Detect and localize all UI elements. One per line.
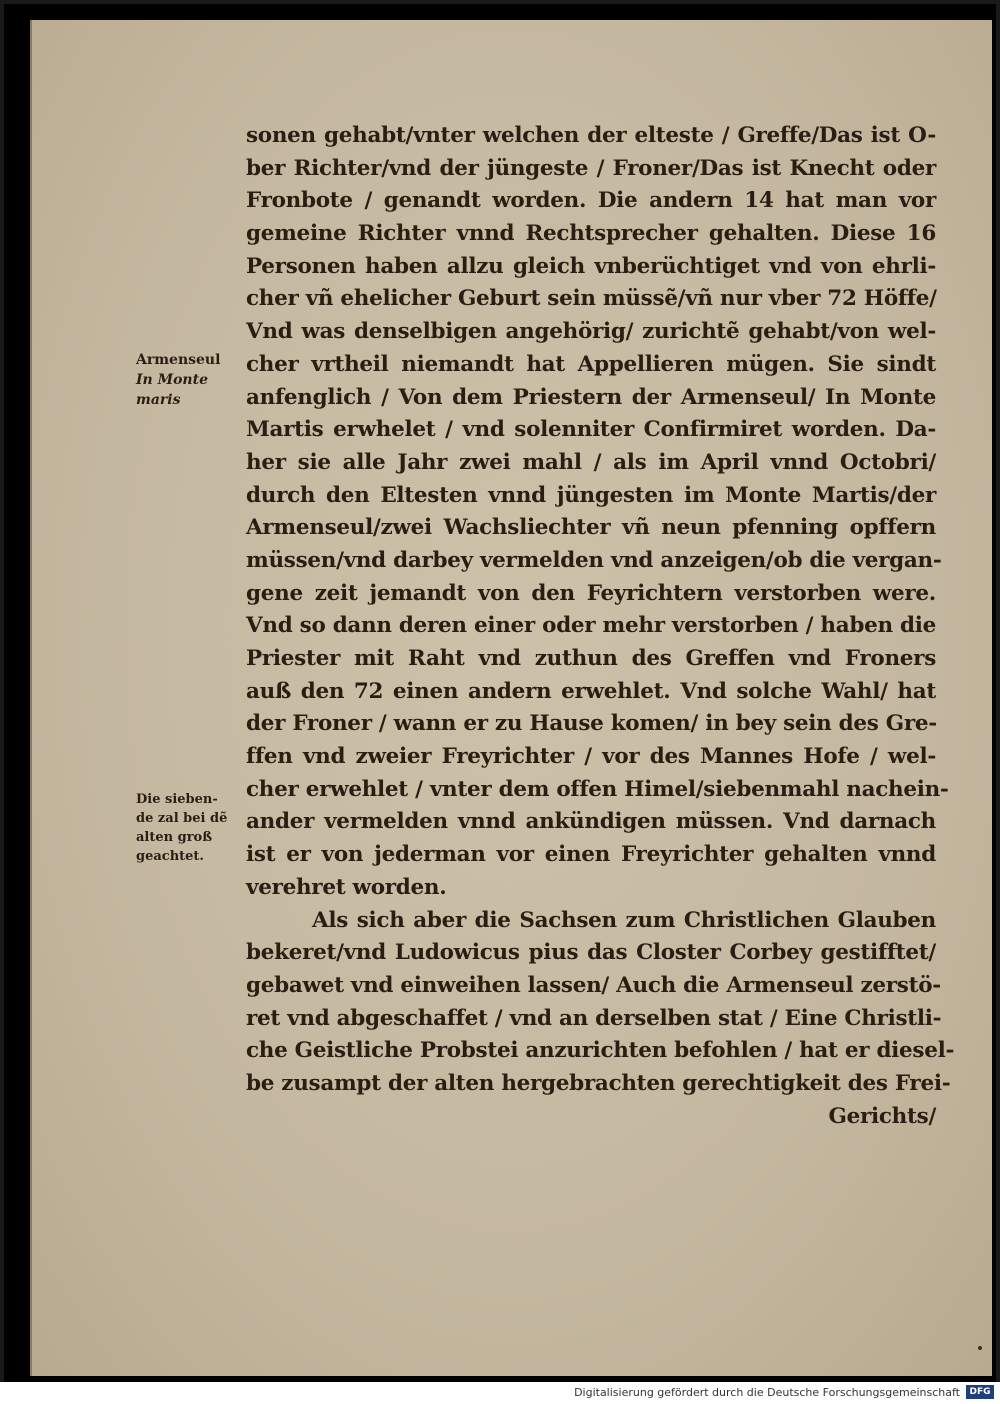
text-line: be zusampt der alten hergebrachten gerechtigkeit des Frei-: [246, 1070, 951, 1096]
footer-credit: Digitalisierung gefördert durch die Deutsche Forschungsgemeinschaft: [574, 1386, 960, 1399]
text-line: Priester mit Raht vnd zuthun des Greffen vnd Froners: [246, 646, 936, 671]
text-line: müssen/vnd darbey vermelden vnd anzeigen/ob die vergan-: [246, 547, 942, 573]
text-line: cher vrtheil niemandt hat Appellieren mügen. Sie sindt: [246, 351, 936, 377]
dfg-logo: DFG: [966, 1385, 994, 1399]
text-line: cher vñ ehelicher Geburt sein müssẽ/vñ nur vber 72 Höffe/: [246, 286, 937, 312]
text-line: Personen haben allzu gleich vnberüchtiget vnd von ehrli-: [246, 253, 936, 279]
margin-note-sieben: [136, 790, 227, 866]
margin-note-line: de zal bei dẽ: [136, 811, 228, 826]
text-line: Als sich aber die Sachsen zum Christlichen Glauben: [312, 907, 936, 933]
text-line: sonen gehabt/vnter welchen der elteste / Greffe/Das ist O-: [246, 123, 936, 148]
margin-note-line: Armenseul: [136, 352, 221, 368]
text-line: ret vnd abgeschaffet / vnd an derselben stat / Eine Christli-: [246, 1005, 942, 1031]
text-line: Fronbote / genandt worden. Die andern 14 hat man vor: [246, 188, 936, 214]
margin-note-line: In Monte: [136, 372, 208, 388]
text-line: Martis erwhelet / vnd solenniter Confirmiret worden. Da-: [246, 417, 936, 443]
text-line: bekeret/vnd Ludowicus pius das Closter Corbey gestifftet/: [246, 940, 936, 966]
text-line: Armenseul/zwei Wachsliechter vñ neun pfenning opffern: [246, 515, 936, 541]
margin-note-line: Die sieben-: [136, 792, 218, 807]
text-line: gebawet vnd einweihen lassen/ Auch die Armenseul zerstö-: [246, 972, 941, 998]
text-line: der Froner / wann er zu Hause komen/ in bey sein des Gre-: [246, 711, 937, 737]
text-line: gene zeit jemandt von den Feyrichtern verstorben were.: [246, 580, 936, 606]
text-line: auß den 72 einen andern erwehlet. Vnd solche Wahl/ hat: [246, 678, 936, 704]
text-line: durch den Eltesten vnnd jüngesten im Monte Martis/der: [246, 482, 936, 508]
text-line: verehret worden.: [246, 874, 447, 900]
text-line: Vnd was denselbigen angehörig/ zurichtẽ gehabt/von wel-: [246, 319, 936, 345]
text-line: ffen vnd zweier Freyrichter / vor des Mannes Hofe / wel-: [246, 744, 936, 770]
catchword: Gerichts/: [828, 1103, 936, 1129]
margin-note-line: alten groß: [136, 830, 213, 845]
body-text: [246, 120, 955, 1133]
text-line: her sie alle Jahr zwei mahl / als im April vnnd Octobri/: [246, 449, 936, 475]
text-line: gemeine Richter vnnd Rechtsprecher gehalten. Diese 16: [246, 221, 936, 247]
page-dot: [978, 1346, 982, 1350]
margin-note-line: geachtet.: [136, 849, 204, 864]
text-line: ander vermelden vnnd ankündigen müssen. Vnd darnach: [246, 809, 936, 835]
text-line: ber Richter/vnd der jüngeste / Froner/Das ist Knecht oder: [246, 155, 936, 181]
margin-note-line: maris: [136, 392, 181, 408]
text-line: Vnd so dann deren einer oder mehr verstorben / haben die: [246, 613, 936, 639]
margin-note-armenseul: [136, 350, 220, 410]
text-line: che Geistliche Probstei anzurichten befohlen / hat er diesel-: [246, 1038, 955, 1064]
text-line: cher erwehlet / vnter dem offen Himel/siebenmahl nachein-: [246, 776, 949, 802]
text-line: ist er von jederman vor einen Freyrichter gehalten vnnd: [246, 842, 936, 868]
text-line: anfenglich / Von dem Priestern der Armenseul/ In Monte: [246, 384, 936, 410]
